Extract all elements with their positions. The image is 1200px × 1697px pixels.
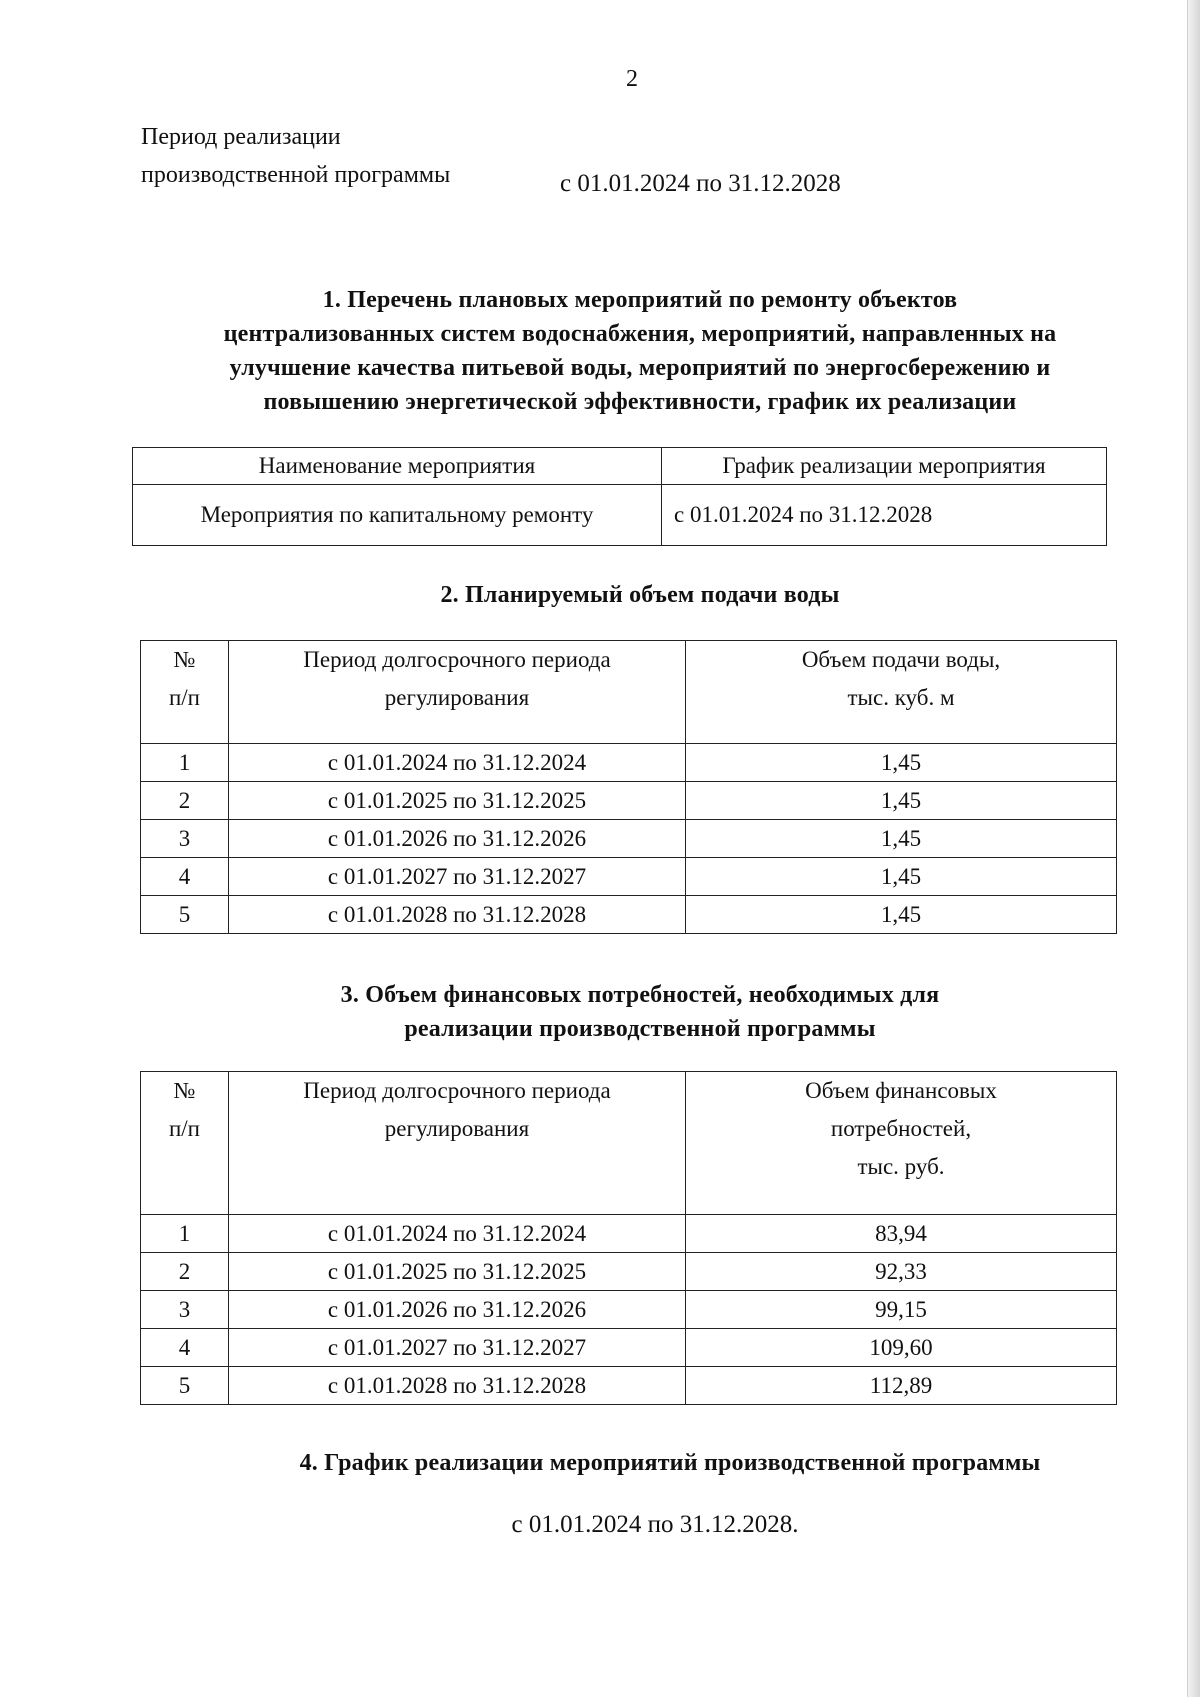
section4-title: 4. График реализации мероприятий производственной программы <box>299 1450 1041 1476</box>
header-line: потребностей, <box>830 1116 972 1141</box>
table-row <box>141 744 1117 782</box>
header-line: регулирования <box>384 1116 530 1141</box>
table-cell: 112,89 <box>686 1367 1117 1405</box>
section2-table <box>140 640 1117 934</box>
period-label <box>141 118 450 194</box>
section1-title-line: централизованных систем водоснабжения, мероприятий, направленных на <box>223 321 1057 347</box>
table-row <box>141 1329 1117 1367</box>
table-cell: 109,60 <box>686 1329 1117 1367</box>
header-line: Объем подачи воды, <box>801 647 1001 672</box>
table-row <box>133 485 1107 546</box>
table-cell: с 01.01.2024 по 31.12.2028 <box>662 485 1107 546</box>
table-cell: с 01.01.2026 по 31.12.2026 <box>229 820 686 858</box>
table-cell: 83,94 <box>686 1215 1117 1253</box>
table-cell: с 01.01.2024 по 31.12.2024 <box>229 744 686 782</box>
table-cell: с 01.01.2026 по 31.12.2026 <box>229 1291 686 1329</box>
column-header: Наименование мероприятия <box>133 448 662 485</box>
period-label-line: Период реализации <box>141 124 341 150</box>
column-header <box>686 641 1117 744</box>
table-cell: 4 <box>141 858 229 896</box>
table-cell: с 01.01.2028 по 31.12.2028 <box>229 1367 686 1405</box>
table-header-row <box>141 641 1117 744</box>
header-line: № <box>173 647 196 672</box>
table-row <box>141 1291 1117 1329</box>
header-line: тыс. руб. <box>857 1154 945 1179</box>
header-line: регулирования <box>384 685 530 710</box>
section1-title-line: повышению энергетической эффективности, график их реализации <box>263 389 1017 415</box>
table-cell: 3 <box>141 1291 229 1329</box>
table-row <box>141 858 1117 896</box>
column-header <box>686 1072 1117 1215</box>
header-line: п/п <box>168 1116 200 1141</box>
section1-title <box>120 283 1160 419</box>
table-cell: с 01.01.2028 по 31.12.2028 <box>229 896 686 934</box>
section1-title-line: 1. Перечень плановых мероприятий по ремонту объектов <box>322 287 958 313</box>
header-line: п/п <box>168 685 200 710</box>
table-cell: 1,45 <box>686 896 1117 934</box>
table-cell: 1 <box>141 1215 229 1253</box>
table-cell: 1,45 <box>686 782 1117 820</box>
section3-title-line: 3. Объем финансовых потребностей, необходимых для <box>340 982 940 1008</box>
table-cell: 1 <box>141 744 229 782</box>
table-cell: 2 <box>141 1253 229 1291</box>
column-header <box>141 1072 229 1215</box>
table-header-row <box>133 448 1107 485</box>
table-cell: с 01.01.2027 по 31.12.2027 <box>229 858 686 896</box>
table-cell: с 01.01.2024 по 31.12.2024 <box>229 1215 686 1253</box>
section2-title: 2. Планируемый объем подачи воды <box>440 582 840 608</box>
table-cell: 1,45 <box>686 820 1117 858</box>
header-line: Объем финансовых <box>805 1078 997 1103</box>
table-row <box>141 1253 1117 1291</box>
section3-table <box>140 1071 1117 1405</box>
table-cell: 99,15 <box>686 1291 1117 1329</box>
column-header <box>229 1072 686 1215</box>
section1-title-line: улучшение качества питьевой воды, мероприятий по энергосбережению и <box>229 355 1051 381</box>
table-row <box>141 1367 1117 1405</box>
header-line: тыс. куб. м <box>847 685 955 710</box>
table-row <box>141 896 1117 934</box>
header-line: Период долгосрочного периода <box>303 647 611 672</box>
page-number: 2 <box>626 66 638 92</box>
table-row <box>141 782 1117 820</box>
header-line: Период долгосрочного периода <box>303 1078 611 1103</box>
period-label-line: производственной программы <box>141 162 451 188</box>
table-header-row <box>141 1072 1117 1215</box>
page-edge <box>1188 0 1200 1697</box>
table-cell: 4 <box>141 1329 229 1367</box>
table-cell: с 01.01.2027 по 31.12.2027 <box>229 1329 686 1367</box>
table-cell: с 01.01.2025 по 31.12.2025 <box>229 1253 686 1291</box>
section3-title-line: реализации производственной программы <box>404 1016 876 1042</box>
table-cell: 92,33 <box>686 1253 1117 1291</box>
table-row <box>141 820 1117 858</box>
table-cell: Мероприятия по капитальному ремонту <box>133 485 662 546</box>
table-cell: 2 <box>141 782 229 820</box>
section1-table <box>132 447 1107 546</box>
section3-title <box>120 978 1160 1046</box>
table-cell: с 01.01.2025 по 31.12.2025 <box>229 782 686 820</box>
table-cell: 3 <box>141 820 229 858</box>
section4-period: с 01.01.2024 по 31.12.2028. <box>511 1511 799 1538</box>
table-cell: 1,45 <box>686 744 1117 782</box>
column-header: График реализации мероприятия <box>662 448 1107 485</box>
table-row <box>141 1215 1117 1253</box>
period-value: с 01.01.2024 по 31.12.2028 <box>560 170 841 197</box>
column-header <box>141 641 229 744</box>
table-cell: 5 <box>141 896 229 934</box>
header-line: № <box>173 1078 196 1103</box>
table-cell: 1,45 <box>686 858 1117 896</box>
column-header <box>229 641 686 744</box>
table-cell: 5 <box>141 1367 229 1405</box>
